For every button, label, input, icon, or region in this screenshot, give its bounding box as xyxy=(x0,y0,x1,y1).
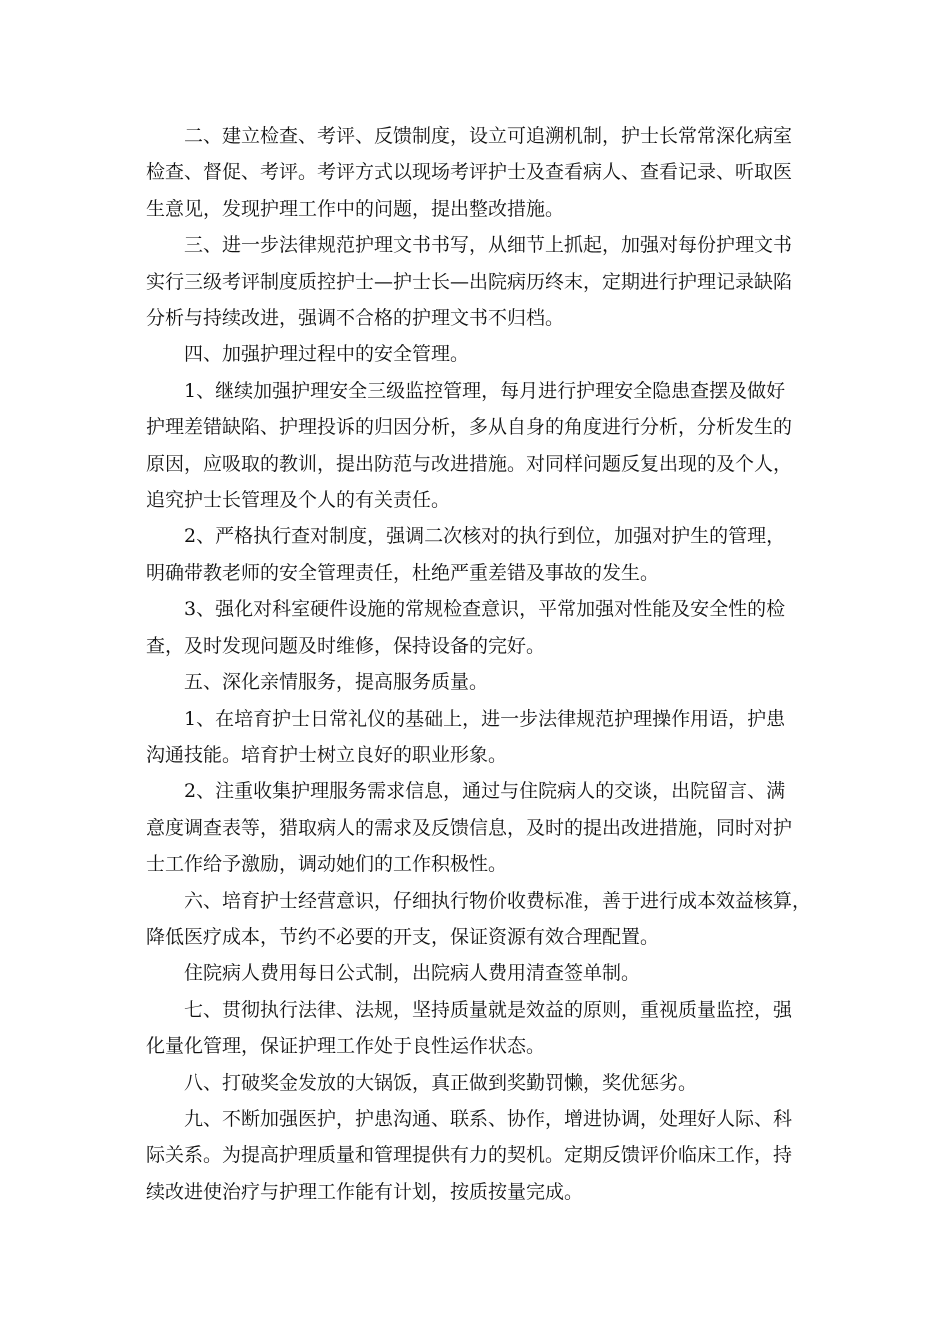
text-line: 查，及时发现问题及时维修，保持设备的完好。 xyxy=(146,634,546,657)
paragraph xyxy=(146,227,818,336)
text-line: 续改进使治疗与护理工作能有计划，按质按量完成。 xyxy=(146,1180,584,1203)
text-line: 明确带教老师的安全管理责任，杜绝严重差错及事故的发生。 xyxy=(146,561,660,584)
text-line: 实行三级考评制度质控护士—护士长—出院病历终末，定期进行护理记录缺陷 xyxy=(146,270,793,293)
text-line: 护理差错缺陷、护理投诉的归因分析，多从自身的角度进行分析，分析发生的 xyxy=(146,416,793,439)
text-line: 五、深化亲情服务，提高服务质量。 xyxy=(184,671,489,694)
text-line: 1、在培育护士日常礼仪的基础上，进一步法律规范护理操作用语，护患 xyxy=(184,707,786,730)
text-line: 住院病人费用每日公式制，出院病人费用清查签单制。 xyxy=(184,962,641,985)
text-line: 士工作给予激励，调动她们的工作积极性。 xyxy=(146,853,508,876)
paragraph xyxy=(146,773,818,882)
text-line: 分析与持续改进，强调不合格的护理文书不归档。 xyxy=(146,307,565,330)
document-body xyxy=(146,118,818,1210)
text-line: 2、注重收集护理服务需求信息，通过与住院病人的交谈，出院留言、满 xyxy=(184,780,786,803)
text-line: 三、进一步法律规范护理文书书写，从细节上抓起，加强对每份护理文书 xyxy=(184,234,793,257)
text-line: 检查、督促、考评。考评方式以现场考评护士及查看病人、查看记录、听取医 xyxy=(146,161,793,184)
text-line: 七、贯彻执行法律、法规，坚持质量就是效益的原则，重视质量监控，强 xyxy=(184,998,793,1021)
paragraph xyxy=(146,992,818,1065)
text-line: 3、强化对科室硬件设施的常规检查意识，平常加强对性能及安全性的检 xyxy=(184,598,786,621)
text-line: 1、继续加强护理安全三级监控管理，每月进行护理安全隐患查摆及做好 xyxy=(184,379,786,402)
paragraph xyxy=(146,373,818,519)
paragraph xyxy=(146,518,818,591)
paragraph xyxy=(146,591,818,664)
paragraph xyxy=(146,701,818,774)
text-line: 四、加强护理过程中的安全管理。 xyxy=(184,343,470,366)
text-line: 追究护士长管理及个人的有关责任。 xyxy=(146,489,451,512)
text-line: 六、培育护士经营意识，仔细执行物价收费标准，善于进行成本效益核算， xyxy=(184,889,812,912)
paragraph xyxy=(146,118,818,227)
text-line: 际关系。为提高护理质量和管理提供有力的契机。定期反馈评价临床工作，持 xyxy=(146,1144,793,1167)
text-line: 意度调查表等，猎取病人的需求及反馈信息，及时的提出改进措施，同时对护 xyxy=(146,816,793,839)
text-line: 原因，应吸取的教训，提出防范与改进措施。对同样问题反复出现的及个人， xyxy=(146,452,793,475)
text-line: 2、严格执行查对制度，强调二次核对的执行到位，加强对护生的管理， xyxy=(184,525,786,548)
text-line: 降低医疗成本，节约不必要的开支，保证资源有效合理配置。 xyxy=(146,925,660,948)
paragraph xyxy=(146,955,818,991)
text-line: 化量化管理，保证护理工作处于良性运作状态。 xyxy=(146,1035,546,1058)
text-line: 二、建立检查、考评、反馈制度，设立可追溯机制，护士长常常深化病室 xyxy=(184,125,793,147)
text-line: 沟通技能。培育护士树立良好的职业形象。 xyxy=(146,743,508,766)
paragraph xyxy=(146,883,818,956)
paragraph xyxy=(146,664,818,700)
text-line: 生意见，发现护理工作中的问题，提出整改措施。 xyxy=(146,197,565,220)
text-line: 九、不断加强医护，护患沟通、联系、协作，增进协调，处理好人际、科 xyxy=(184,1107,793,1130)
text-line: 八、打破奖金发放的大锅饭，真正做到奖勤罚懒，奖优惩劣。 xyxy=(184,1071,698,1094)
paragraph xyxy=(146,1065,818,1101)
paragraph xyxy=(146,336,818,372)
paragraph xyxy=(146,1101,818,1210)
